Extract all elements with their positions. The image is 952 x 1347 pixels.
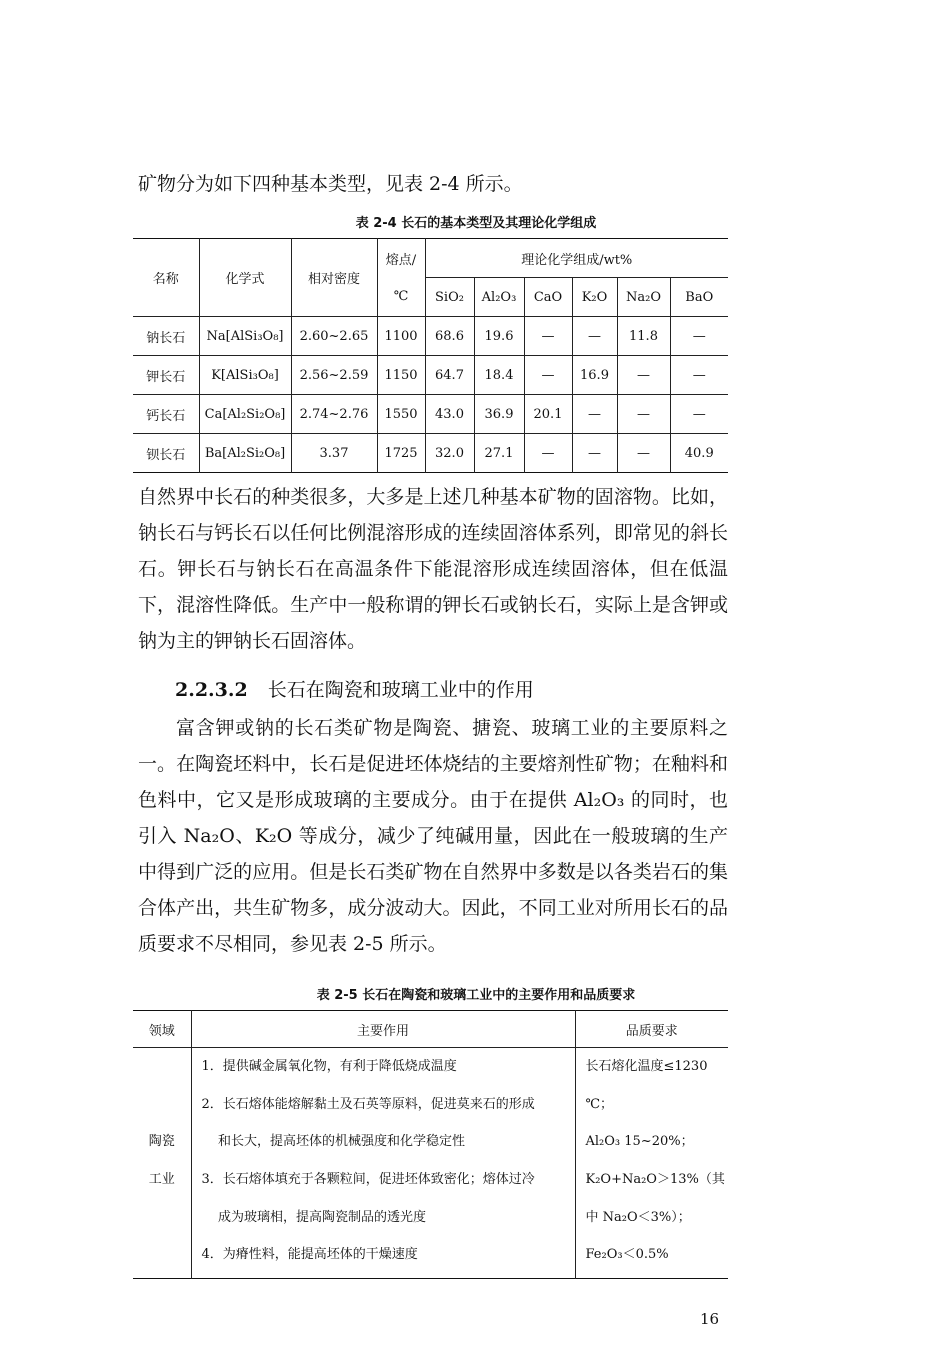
table-2-4: [133, 238, 728, 473]
header-oxide: Na₂O: [617, 278, 670, 317]
section-heading: [175, 675, 534, 702]
table-2-5-caption: 表 2-5 长石在陶瓷和玻璃工业中的主要作用和品质要求: [316, 988, 636, 1003]
cell-value: 40.9: [670, 434, 728, 473]
cell-value: 27.1: [474, 434, 524, 473]
quality-cell: [575, 1048, 728, 1279]
cell-density: 3.37: [291, 434, 377, 473]
header-melting-point: 熔点/: [377, 239, 425, 278]
header-oxide: BaO: [670, 278, 728, 317]
header-name: 名称: [152, 272, 179, 287]
cell-formula: Na[AlSi₃O₈]: [199, 317, 291, 356]
header-melting-unit: ℃: [377, 278, 425, 317]
cell-value: 64.7: [425, 356, 474, 395]
cell-value: 32.0: [425, 434, 474, 473]
role-line: 2．长石熔体能熔解黏土及石英等原料，促进莫来石的形成: [201, 1096, 535, 1112]
header-quality: 品质要求: [575, 1011, 728, 1048]
cell-value: —: [670, 356, 728, 395]
cell-value: —: [617, 395, 670, 434]
header-density: 相对密度: [291, 239, 377, 317]
role-line: 3．长石熔体填充于各颗粒间，促进坯体致密化；熔体过冷: [201, 1172, 535, 1188]
cell-density: 2.74~2.76: [291, 395, 377, 434]
cell-value: —: [670, 395, 728, 434]
cell-value: 18.4: [474, 356, 524, 395]
cell-name: 钠长石: [133, 317, 199, 356]
cell-value: —: [572, 317, 617, 356]
header-composition: 理论化学组成/wt%: [425, 239, 728, 278]
header-oxide: K₂O: [572, 278, 617, 317]
quality-line: 长石熔化温度≤1230: [585, 1059, 708, 1074]
cell-name: 钡长石: [133, 434, 199, 473]
quality-line: 中 Na₂O＜3%）；: [585, 1209, 691, 1225]
table-2-4-caption: 表 2-4 长石的基本类型及其理论化学组成: [355, 216, 597, 231]
role-line: 和长大，提高坯体的机械强度和化学稳定性: [201, 1134, 466, 1150]
cell-formula: Ca[Al₂Si₂O₈]: [199, 395, 291, 434]
header-oxide: CaO: [524, 278, 572, 317]
header-formula: 化学式: [199, 239, 291, 317]
table-row: [133, 356, 728, 395]
table-row: [133, 395, 728, 434]
cell-value: 43.0: [425, 395, 474, 434]
quality-line: Fe₂O₃＜0.5%: [585, 1247, 669, 1263]
cell-formula: Ba[Al₂Si₂O₈]: [199, 434, 291, 473]
cell-melt: 1150: [377, 356, 425, 395]
cell-density: 2.60~2.65: [291, 317, 377, 356]
cell-value: —: [670, 317, 728, 356]
table-row: [133, 317, 728, 356]
quality-line: ℃；: [585, 1096, 614, 1112]
paragraph-1: 自然界中长石的种类很多，大多是上述几种基本矿物的固溶物。比如，钠长石与钙长石以任何比例混溶形成的连续固溶体系列，即常见的斜长石。钾长石与钠长石在高温条件下能混溶形成连续固溶体，但在低温下，混溶性降低。生产中一般称谓的钾长石或钠长石，实际上是含钾或钠为主的钾钠长石固溶体。: [138, 486, 728, 652]
cell-value: —: [617, 356, 670, 395]
cell-value: 36.9: [474, 395, 524, 434]
cell-value: —: [524, 317, 572, 356]
cell-value: —: [572, 395, 617, 434]
table-2-5: [133, 1010, 728, 1279]
cell-density: 2.56~2.59: [291, 356, 377, 395]
section-number: 2.2.3.2: [175, 679, 248, 701]
cell-name: 钾长石: [133, 356, 199, 395]
role-cell: [191, 1048, 575, 1279]
cell-formula: K[AlSi₃O₈]: [199, 356, 291, 395]
domain-line: 工业: [148, 1171, 175, 1187]
cell-melt: 1100: [377, 317, 425, 356]
header-oxide: SiO₂: [425, 278, 474, 317]
quality-line: Al₂O₃ 15~20%；: [585, 1134, 694, 1150]
domain-cell: [133, 1048, 191, 1279]
page-number: 16: [700, 1310, 720, 1328]
cell-value: —: [524, 434, 572, 473]
role-line: 4．为瘠性料，能提高坯体的干燥速度: [201, 1247, 418, 1263]
cell-name: 钙长石: [133, 395, 199, 434]
header-role: 主要作用: [191, 1011, 575, 1048]
header-domain: 领域: [133, 1011, 191, 1048]
cell-value: —: [524, 356, 572, 395]
quality-line: K₂O+Na₂O＞13%（其: [585, 1172, 725, 1188]
cell-value: —: [572, 434, 617, 473]
domain-line: 陶瓷: [148, 1134, 175, 1149]
cell-melt: 1550: [377, 395, 425, 434]
table-row: [133, 434, 728, 473]
role-line: 成为玻璃相，提高陶瓷制品的透光度: [201, 1209, 427, 1225]
header-oxide: Al₂O₃: [474, 278, 524, 317]
cell-value: 20.1: [524, 395, 572, 434]
cell-value: —: [617, 434, 670, 473]
section-title: 长石在陶瓷和玻璃工业中的作用: [267, 679, 534, 701]
paragraph-2: 富含钾或钠的长石类矿物是陶瓷、搪瓷、玻璃工业的主要原料之一。在陶瓷坯料中，长石是促进坯体烧结的主要熔剂性矿物；在釉料和色料中，它又是形成玻璃的主要成分。由于在提供 Al₂O₃ 的同时，也引入 Na₂O、K₂O 等成分，减少了纯碱用量，因此在一般玻璃的生产中得到广泛的应用。但是长石类矿物在自然界中多数是以各类岩石的集合体产出，共生矿物多，成分波动大。因此，不同工业对所用长石的品质要求不尽相同，参见表 2-5 所示。: [138, 717, 728, 955]
intro-line: 矿物分为如下四种基本类型，见表 2-4 所示。: [138, 173, 523, 195]
role-line: 1．提供碱金属氧化物，有利于降低烧成温度: [201, 1059, 457, 1074]
cell-value: 16.9: [572, 356, 617, 395]
cell-melt: 1725: [377, 434, 425, 473]
cell-value: 68.6: [425, 317, 474, 356]
cell-value: 19.6: [474, 317, 524, 356]
cell-value: 11.8: [617, 317, 670, 356]
